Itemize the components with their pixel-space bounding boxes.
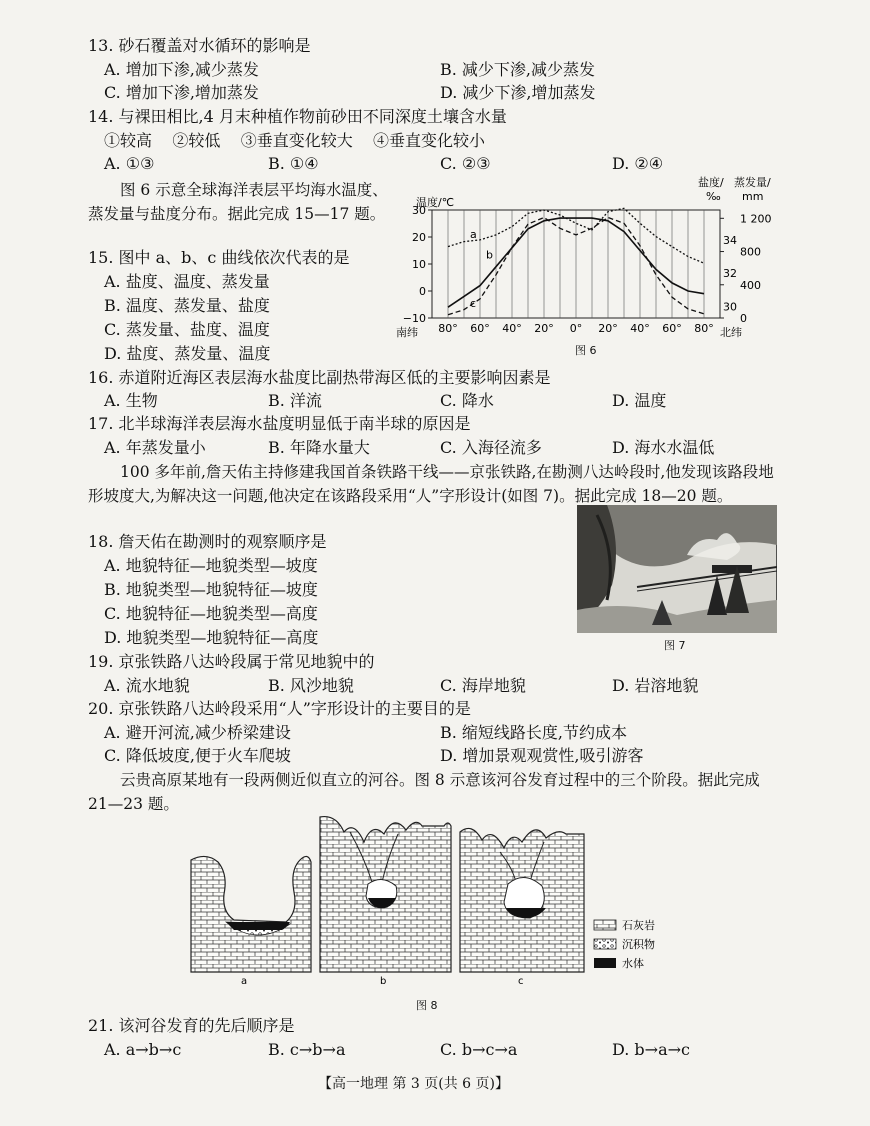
legend-water-swatch	[594, 958, 616, 968]
legend-water-label: 水体	[622, 957, 644, 970]
q17-option-b[interactable]: B. 年降水量大	[268, 438, 370, 457]
page-footer: 【高一地理 第 3 页(共 6 页)】	[318, 1076, 509, 1092]
stage-a-label: a	[241, 976, 248, 987]
x-tick-label: 0°	[569, 322, 583, 335]
figure-8-caption: 图 8	[416, 999, 438, 1012]
q19-option-a[interactable]: A. 流水地貌	[104, 676, 190, 695]
q17-option-a[interactable]: A. 年蒸发量小	[104, 438, 206, 457]
q18-option-d[interactable]: D. 地貌类型—地貌特征—高度	[104, 628, 319, 647]
q18-option-a[interactable]: A. 地貌特征—地貌类型—坡度	[104, 556, 318, 575]
temp-tick-label: 20	[412, 231, 426, 244]
q21-option-d[interactable]: D. b→a→c	[612, 1040, 690, 1059]
q19-option-b[interactable]: B. 风沙地貌	[268, 676, 354, 695]
x-tick-label: 20°	[534, 322, 554, 335]
q14-items: ①较高 ②较低 ③垂直变化较大 ④垂直变化较小	[104, 131, 486, 150]
q13-option-b[interactable]: B. 减少下渗,减少蒸发	[440, 60, 596, 79]
q15-option-d[interactable]: D. 盐度、蒸发量、温度	[104, 344, 271, 363]
q17-option-d[interactable]: D. 海水水温低	[612, 438, 715, 457]
x-tick-label: 20°	[598, 322, 618, 335]
q16-stem: 16. 赤道附近海区表层海水盐度比副热带海区低的主要影响因素是	[88, 368, 551, 387]
salt-tick-label: 34	[723, 233, 737, 247]
salt-axis-label: 盐度/	[698, 176, 724, 189]
intro-15-17: 图 6 示意全球海洋表层平均海水温度、蒸发量与盐度分布。据此完成 15—17 题。	[88, 181, 388, 223]
q17-option-c[interactable]: C. 入海径流多	[440, 438, 542, 457]
temp-tick-label: 10	[412, 258, 426, 271]
q13-stem: 13. 砂石覆盖对水循环的影响是	[88, 36, 311, 55]
evap-tick-label: 800	[740, 245, 761, 259]
q20-stem: 20. 京张铁路八达岭段采用“人”字形设计的主要目的是	[88, 699, 471, 718]
q18-option-c[interactable]: C. 地貌特征—地貌类型—高度	[104, 604, 318, 623]
figure-7-caption: 图 7	[664, 639, 686, 652]
intro-18-20: 100 多年前,詹天佑主持修建我国首条铁路干线——京张铁路,在勘测八达岭段时,他发现该路段地形坡度大,为解决这一问题,他决定在该路段采用“人”字形设计(如图 7)。据此完成 18—20 题。	[88, 463, 774, 505]
x-tick-label: 40°	[630, 322, 650, 335]
q15-option-b[interactable]: B. 温度、蒸发量、盐度	[104, 296, 270, 315]
q18-option-b[interactable]: B. 地貌类型—地貌特征—坡度	[104, 580, 318, 599]
evap-axis-unit: mm	[742, 190, 764, 203]
q18-stem: 18. 詹天佑在勘测时的观察顺序是	[88, 532, 327, 551]
x-tick-label: 80°	[694, 322, 714, 335]
q19-option-d[interactable]: D. 岩溶地貌	[612, 676, 699, 695]
legend-sediment-swatch	[594, 939, 616, 949]
intro-21-23: 云贵高原某地有一段两侧近似直立的河谷。图 8 示意该河谷发育过程中的三个阶段。据此完成 21—23 题。	[88, 771, 760, 813]
q14-stem: 14. 与裸田相比,4 月末种植作物前砂田不同深度土壤含水量	[88, 107, 507, 126]
q15-option-c[interactable]: C. 蒸发量、盐度、温度	[104, 320, 270, 339]
q17-stem: 17. 北半球海洋表层海水盐度明显低于南半球的原因是	[88, 414, 471, 433]
stage-b-label: b	[380, 976, 387, 987]
evap-tick-label: 1 200	[740, 212, 772, 226]
q15-stem: 15. 图中 a、b、c 曲线依次代表的是	[88, 248, 350, 267]
stage-c-label: c	[518, 976, 524, 987]
stage-a-valley	[191, 856, 311, 972]
figure-6-chart	[392, 170, 772, 360]
curve-label-b: b	[486, 248, 493, 262]
q16-option-b[interactable]: B. 洋流	[268, 391, 322, 410]
q14-option-c[interactable]: C. ②③	[440, 154, 491, 173]
q20-option-b[interactable]: B. 缩短线路长度,节约成本	[440, 723, 628, 742]
q20-option-a[interactable]: A. 避开河流,减少桥梁建设	[104, 723, 291, 742]
q16-option-a[interactable]: A. 生物	[104, 391, 158, 410]
figure-8-diagram	[186, 812, 676, 998]
q21-option-b[interactable]: B. c→b→a	[268, 1040, 346, 1059]
q21-option-c[interactable]: C. b→c→a	[440, 1040, 518, 1059]
q14-option-d[interactable]: D. ②④	[612, 154, 664, 173]
q16-option-d[interactable]: D. 温度	[612, 391, 667, 410]
south-latitude-label: 南纬	[396, 326, 418, 339]
legend-limestone-swatch	[594, 920, 616, 930]
x-tick-label: 60°	[662, 322, 682, 335]
q13-option-d[interactable]: D. 减少下渗,增加蒸发	[440, 83, 596, 102]
q14-option-a[interactable]: A. ①③	[104, 154, 155, 173]
curve-label-c: c	[470, 296, 477, 310]
q21-stem: 21. 该河谷发育的先后顺序是	[88, 1016, 295, 1035]
q15-option-a[interactable]: A. 盐度、温度、蒸发量	[104, 272, 270, 291]
q16-option-c[interactable]: C. 降水	[440, 391, 494, 410]
temp-tick-label: 0	[419, 285, 426, 298]
figure-7-image	[577, 505, 777, 633]
q13-option-c[interactable]: C. 增加下渗,增加蒸发	[104, 83, 259, 102]
q13-option-a[interactable]: A. 增加下渗,减少蒸发	[104, 60, 259, 79]
q20-option-c[interactable]: C. 降低坡度,便于火车爬坡	[104, 746, 291, 765]
x-tick-label: 60°	[470, 322, 490, 335]
salt-tick-label: 32	[723, 267, 737, 281]
x-tick-label: 80°	[438, 322, 458, 335]
salt-axis-unit: ‰	[706, 190, 721, 203]
figure-6-caption: 图 6	[575, 344, 597, 357]
legend-sediment-label: 沉积物	[622, 938, 655, 951]
temp-tick-label: 30	[412, 204, 426, 217]
evap-tick-label: 400	[740, 278, 761, 292]
q20-option-d[interactable]: D. 增加景观观赏性,吸引游客	[440, 746, 644, 765]
temp-axis-label: 温度/℃	[416, 196, 455, 209]
x-tick-label: 40°	[502, 322, 522, 335]
q19-stem: 19. 京张铁路八达岭段属于常见地貌中的	[88, 652, 375, 671]
stage-c-cave	[460, 828, 584, 972]
q19-option-c[interactable]: C. 海岸地貌	[440, 676, 526, 695]
q21-option-a[interactable]: A. a→b→c	[104, 1040, 182, 1059]
legend-limestone-label: 石灰岩	[622, 919, 655, 932]
q14-option-b[interactable]: B. ①④	[268, 154, 319, 173]
evap-tick-label: 0	[740, 312, 747, 325]
salt-tick-label: 30	[723, 300, 737, 314]
north-latitude-label: 北纬	[720, 326, 742, 339]
temp-tick-label: −10	[402, 312, 426, 325]
curve-label-a: a	[470, 227, 477, 241]
stage-b-cave	[320, 817, 451, 972]
evap-axis-label: 蒸发量/	[734, 176, 771, 189]
